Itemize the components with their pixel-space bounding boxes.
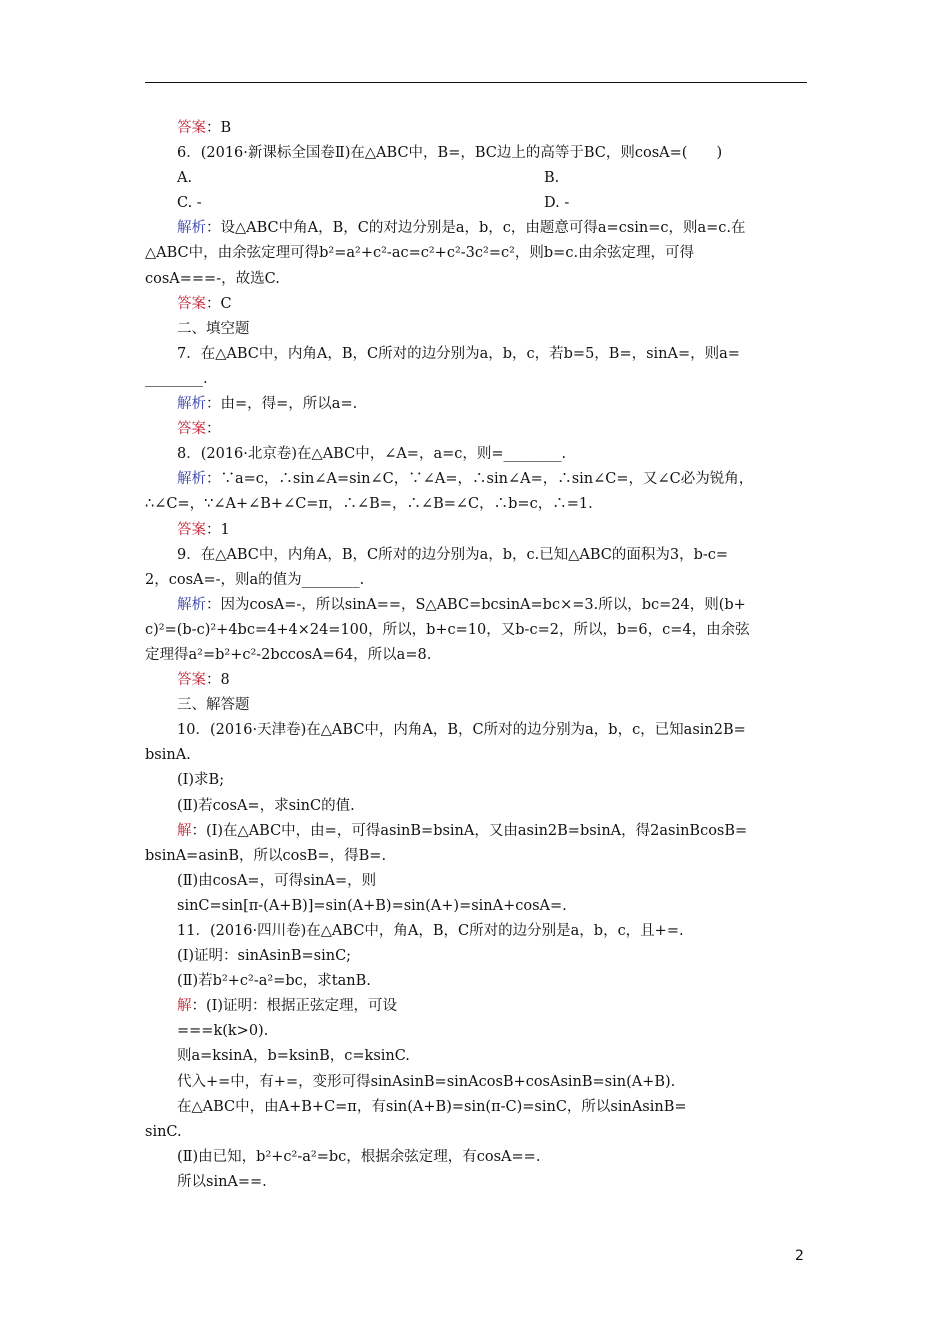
text-line	[145, 1120, 807, 1145]
text-segment: ：8	[206, 672, 230, 689]
label-marker: 答案	[177, 672, 206, 689]
text-line	[145, 1170, 807, 1195]
text-segment: ：B	[206, 120, 232, 136]
label-marker: 答案	[177, 295, 206, 312]
text-segment: 所以sinA==.	[177, 1173, 267, 1190]
text-segment: △ABC中，由余弦定理可得b²=a²+c²-ac=c²+c²-3c²=c²，则b=c.由余弦定理，可得	[145, 245, 695, 262]
text-line	[145, 1019, 807, 1044]
text-line	[145, 518, 807, 543]
text-line	[145, 944, 807, 969]
page-number: 2	[795, 1248, 804, 1264]
label-marker: 解析	[177, 596, 206, 613]
label-marker: 解析	[177, 396, 206, 413]
text-segment: ：∵a=c，∴sin∠A=sin∠C，∵∠A=，∴sin∠A=，∴sin∠C=，又∠C必为锐角，	[206, 471, 754, 488]
text-segment: (Ⅱ)由cosA=，可得sinA=，则	[177, 872, 377, 889]
text-segment: 7．在△ABC中，内角A，B，C所对的边分别为a，b，c，若b=5，B=，sinA=，则a=	[177, 345, 740, 362]
text-line	[145, 1095, 807, 1120]
text-line	[145, 568, 807, 593]
text-line	[145, 593, 807, 618]
text-line	[145, 668, 807, 693]
text-segment: 2，cosA=-，则a的值为________.	[145, 571, 365, 588]
text-line	[145, 317, 807, 342]
text-line	[145, 392, 807, 417]
text-segment: (Ⅰ)证明：sinAsinB=sinC;	[177, 948, 352, 965]
text-line	[145, 141, 807, 166]
text-line	[145, 342, 807, 367]
header-rule	[145, 82, 807, 83]
choice-option: A.	[177, 170, 193, 187]
text-line	[145, 292, 807, 317]
option-row	[145, 191, 807, 216]
text-segment: sinC=sin[π-(A+B)]=sin(A+B)=sin(A+)=sinA+cosA=.	[177, 897, 567, 914]
text-line	[145, 241, 807, 266]
text-segment: sinC.	[145, 1123, 182, 1140]
text-segment: ∴∠C=，∵∠A+∠B+∠C=π，∴∠B=，∴∠B=∠C，∴b=c，∴=1.	[145, 496, 593, 513]
text-line	[145, 543, 807, 568]
text-line	[145, 467, 807, 492]
text-line	[145, 618, 807, 643]
text-line	[145, 1070, 807, 1095]
document-body	[145, 116, 807, 1195]
text-segment: (Ⅱ)由已知，b²+c²-a²=bc，根据余弦定理，有cosA==.	[177, 1148, 541, 1165]
text-segment: bsinA.	[145, 747, 191, 764]
choice-option: B.	[544, 170, 560, 187]
text-line	[145, 492, 807, 517]
text-line	[145, 367, 807, 392]
label-marker: 解	[177, 822, 192, 839]
text-line	[145, 819, 807, 844]
label-marker: 解析	[177, 220, 206, 237]
text-segment: ________.	[145, 370, 208, 387]
text-line	[145, 643, 807, 668]
text-segment: ：C	[206, 295, 232, 312]
text-segment: ：(Ⅰ)证明：根据正弦定理，可设	[191, 998, 398, 1015]
label-marker: 答案	[177, 521, 206, 538]
text-segment: ：设△ABC中角A，B，C的对边分别是a，b，c，由题意可得a=csin=c，则a=c.在	[206, 220, 746, 237]
text-segment: 11．(2016·四川卷)在△ABC中，角A，B，C所对的边分别是a，b，c，且+=.	[177, 923, 684, 939]
text-segment: ：	[206, 421, 221, 438]
text-line	[145, 442, 807, 467]
text-line	[145, 693, 807, 718]
text-line	[145, 116, 807, 141]
text-segment: 则a=ksinA，b=ksinB，c=ksinC.	[177, 1048, 410, 1065]
choice-option: C. -	[177, 195, 202, 212]
text-segment: 9．在△ABC中，内角A，B，C所对的边分别为a，b，c.已知△ABC的面积为3，b-c=	[177, 546, 729, 563]
text-line	[145, 869, 807, 894]
text-segment: (Ⅱ)若b²+c²-a²=bc，求tanB.	[177, 973, 371, 990]
text-line	[145, 794, 807, 819]
text-segment: 10．(2016·天津卷)在△ABC中，内角A，B，C所对的边分别为a，b，c，已知asin2B=	[177, 722, 746, 739]
text-segment: ：1	[206, 521, 230, 538]
option-row	[145, 166, 807, 191]
label-marker: 答案	[177, 421, 206, 438]
text-segment: 代入+=中，有+=，变形可得sinAsinB=sinAcosB+cosAsinB=sin(A+B).	[177, 1073, 676, 1090]
text-segment: (Ⅰ)求B;	[177, 772, 225, 789]
text-segment: 二、填空题	[177, 320, 250, 337]
text-segment: 6．(2016·新课标全国卷Ⅱ)在△ABC中，B=，BC边上的高等于BC，则cosA=( )	[177, 145, 723, 162]
text-segment: ：因为cosA=-，所以sinA==，S△ABC=bcsinA=bc×=3.所以，bc=24，则(b+	[206, 596, 746, 613]
text-segment: ：由=，得=，所以a=.	[206, 396, 358, 413]
label-marker: 解	[177, 998, 192, 1015]
text-segment: ：(Ⅰ)在△ABC中，由=，可得asinB=bsinA，又由asin2B=bsinA，得2asinBcosB=	[191, 822, 748, 839]
text-line	[145, 894, 807, 919]
text-segment: 定理得a²=b²+c²-2bccosA=64，所以a=8.	[145, 646, 432, 663]
text-line	[145, 1145, 807, 1170]
text-line	[145, 718, 807, 743]
text-line	[145, 994, 807, 1019]
text-segment: 8．(2016·北京卷)在△ABC中，∠A=，a=c，则=________.	[177, 446, 567, 463]
text-line	[145, 267, 807, 292]
label-marker: 答案	[177, 120, 206, 136]
text-segment: ===k(k>0).	[177, 1023, 269, 1040]
text-segment: 在△ABC中，由A+B+C=π，有sin(A+B)=sin(π-C)=sinC，所以sinAsinB=	[177, 1098, 687, 1115]
text-line	[145, 417, 807, 442]
text-line	[145, 743, 807, 768]
label-marker: 解析	[177, 471, 206, 488]
text-segment: bsinA=asinB，所以cosB=，得B=.	[145, 847, 387, 864]
choice-option: D. -	[544, 195, 570, 212]
text-segment: c)²=(b-c)²+4bc=4+4×24=100，所以，b+c=10，又b-c=2，所以，b=6，c=4，由余弦	[145, 621, 750, 638]
text-line	[145, 768, 807, 793]
text-line	[145, 969, 807, 994]
text-line	[145, 919, 807, 944]
text-segment: (Ⅱ)若cosA=，求sinC的值.	[177, 797, 355, 814]
text-line	[145, 844, 807, 869]
text-line	[145, 216, 807, 241]
text-segment: cosA===-，故选C.	[145, 270, 280, 287]
text-line	[145, 1044, 807, 1069]
text-segment: 三、解答题	[177, 697, 250, 714]
